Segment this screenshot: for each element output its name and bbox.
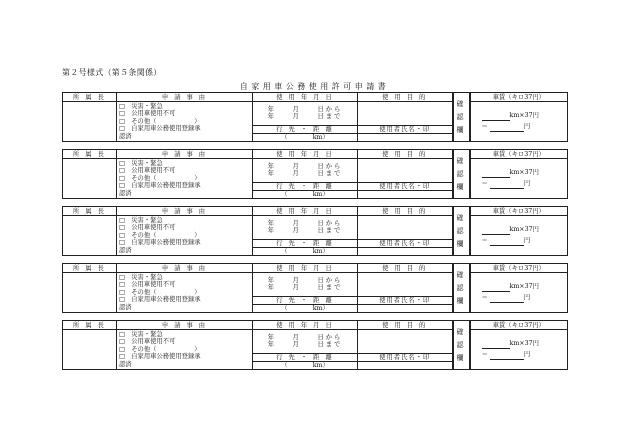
user-label: 使用者氏名・印	[358, 296, 453, 304]
fare-header: 車賃（キロ37円）	[470, 150, 568, 159]
fare-yen: 円	[523, 123, 531, 130]
user-label: 使用者氏名・印	[358, 125, 453, 133]
period-header: 使 用 年 月 日	[253, 264, 358, 273]
approval-column: 確 認 欄	[453, 321, 470, 370]
reason-official-car-checkbox[interactable]: □ 公用車使用不可	[119, 281, 176, 289]
purpose-cell[interactable]	[358, 273, 453, 297]
fare-blank[interactable]	[490, 124, 524, 132]
route-label: 行 先 ・ 距 離	[253, 239, 358, 247]
fare-yen: 円	[523, 294, 531, 301]
purpose-cell[interactable]	[358, 216, 453, 240]
period-from: 年 月 日から	[267, 219, 343, 227]
form-title: 自家用車公務使用許可申請書	[239, 82, 390, 91]
fare-yen: 円	[523, 180, 531, 187]
route-km[interactable]: （ km）	[253, 133, 358, 141]
period-cell[interactable]	[253, 216, 358, 240]
fare-cell	[470, 216, 568, 256]
route-label: 行 先 ・ 距 離	[253, 296, 358, 304]
reason-registered-checkbox[interactable]: □ 自家用車公務使用登録承	[119, 182, 201, 190]
route-label: 行 先 ・ 距 離	[253, 182, 358, 190]
user-label: 使用者氏名・印	[358, 239, 453, 247]
fare-calc: km×37円	[509, 340, 539, 347]
reason-disaster-checkbox[interactable]: □ 災害・緊急	[119, 274, 163, 281]
reason-registered-line2: 認済	[119, 303, 132, 311]
purpose-cell[interactable]	[358, 102, 453, 126]
form-number-caption: 第２号様式（第５条関係）	[62, 68, 162, 77]
fare-header: 車賃（キロ37円）	[470, 207, 568, 216]
purpose-header: 使 用 目 的	[358, 207, 453, 216]
route-km[interactable]: （ km）	[253, 190, 358, 198]
km-blank[interactable]	[482, 227, 510, 235]
reason-official-car-checkbox[interactable]: □ 公用車使用不可	[119, 338, 176, 346]
route-km[interactable]: （ km）	[253, 247, 358, 255]
reason-other-checkbox[interactable]: □ その他（ ）	[119, 231, 201, 239]
user-signature-cell[interactable]	[358, 133, 453, 141]
fare-blank[interactable]	[490, 352, 524, 360]
km-blank[interactable]	[482, 113, 510, 121]
department-cell[interactable]	[63, 102, 117, 142]
fare-header: 車賃（キロ37円）	[470, 93, 568, 102]
fare-equals: ＝	[481, 180, 488, 187]
km-blank[interactable]	[482, 170, 510, 178]
reason-registered-line2: 認済	[119, 189, 132, 197]
application-block	[62, 92, 567, 140]
approval-column: 確 認 欄	[453, 93, 470, 142]
application-block	[62, 149, 567, 197]
period-cell[interactable]	[253, 273, 358, 297]
reason-disaster-checkbox[interactable]: □ 災害・緊急	[119, 331, 163, 338]
period-header: 使 用 年 月 日	[253, 207, 358, 216]
route-label: 行 先 ・ 距 離	[253, 125, 358, 133]
user-signature-cell[interactable]	[358, 247, 453, 255]
department-cell[interactable]	[63, 159, 117, 199]
reason-registered-checkbox[interactable]: □ 自家用車公務使用登録承	[119, 296, 201, 304]
km-blank[interactable]	[482, 284, 510, 292]
application-blocks	[62, 92, 567, 377]
reason-other-checkbox[interactable]: □ その他（ ）	[119, 288, 201, 296]
reason-other-checkbox[interactable]: □ その他（ ）	[119, 174, 201, 182]
reason-cell	[117, 330, 253, 370]
period-from: 年 月 日から	[267, 333, 343, 341]
reason-disaster-checkbox[interactable]: □ 災害・緊急	[119, 217, 163, 224]
route-km[interactable]: （ km）	[253, 304, 358, 312]
period-cell[interactable]	[253, 159, 358, 183]
fare-equals: ＝	[481, 351, 488, 358]
application-block	[62, 320, 567, 368]
fare-cell	[470, 273, 568, 313]
reason-registered-line2: 認済	[119, 246, 132, 254]
period-from: 年 月 日から	[267, 105, 343, 113]
reason-official-car-checkbox[interactable]: □ 公用車使用不可	[119, 167, 176, 175]
approval-column: 確 認 欄	[453, 207, 470, 256]
period-to: 年 月 日まで	[267, 113, 343, 121]
application-block	[62, 263, 567, 311]
route-km[interactable]: （ km）	[253, 361, 358, 369]
reason-disaster-checkbox[interactable]: □ 災害・緊急	[119, 160, 163, 167]
fare-cell	[470, 330, 568, 370]
user-signature-cell[interactable]	[358, 304, 453, 312]
purpose-header: 使 用 目 的	[358, 150, 453, 159]
fare-calc: km×37円	[509, 226, 539, 233]
department-header: 所 属 長	[63, 207, 117, 216]
reason-header: 申 請 事 由	[117, 93, 253, 102]
approval-column: 確 認 欄	[453, 150, 470, 199]
period-to: 年 月 日まで	[267, 170, 343, 178]
fare-equals: ＝	[481, 294, 488, 301]
reason-cell	[117, 273, 253, 313]
department-header: 所 属 長	[63, 93, 117, 102]
reason-registered-checkbox[interactable]: □ 自家用車公務使用登録承	[119, 353, 201, 361]
reason-disaster-checkbox[interactable]: □ 災害・緊急	[119, 103, 163, 110]
approval-column: 確 認 欄	[453, 264, 470, 313]
fare-equals: ＝	[481, 237, 488, 244]
reason-header: 申 請 事 由	[117, 207, 253, 216]
period-header: 使 用 年 月 日	[253, 93, 358, 102]
reason-other-checkbox[interactable]: □ その他（ ）	[119, 117, 201, 125]
reason-cell	[117, 102, 253, 142]
fare-cell	[470, 102, 568, 142]
route-label: 行 先 ・ 距 離	[253, 353, 358, 361]
reason-cell	[117, 159, 253, 199]
purpose-header: 使 用 目 的	[358, 321, 453, 330]
user-label: 使用者氏名・印	[358, 182, 453, 190]
period-to: 年 月 日まで	[267, 227, 343, 235]
km-blank[interactable]	[482, 341, 510, 349]
reason-registered-checkbox[interactable]: □ 自家用車公務使用登録承	[119, 239, 201, 247]
fare-blank[interactable]	[490, 295, 524, 303]
period-cell[interactable]	[253, 330, 358, 354]
department-header: 所 属 長	[63, 321, 117, 330]
reason-official-car-checkbox[interactable]: □ 公用車使用不可	[119, 224, 176, 232]
department-header: 所 属 長	[63, 150, 117, 159]
period-from: 年 月 日から	[267, 162, 343, 170]
reason-header: 申 請 事 由	[117, 150, 253, 159]
fare-blank[interactable]	[490, 181, 524, 189]
reason-header: 申 請 事 由	[117, 264, 253, 273]
period-to: 年 月 日まで	[267, 284, 343, 292]
period-cell[interactable]	[253, 102, 358, 126]
fare-header: 車賃（キロ37円）	[470, 321, 568, 330]
purpose-cell[interactable]	[358, 330, 453, 354]
fare-calc: km×37円	[509, 112, 539, 119]
fare-equals: ＝	[481, 123, 488, 130]
fare-blank[interactable]	[490, 238, 524, 246]
department-header: 所 属 長	[63, 264, 117, 273]
purpose-header: 使 用 目 的	[358, 264, 453, 273]
fare-yen: 円	[523, 351, 531, 358]
user-signature-cell[interactable]	[358, 190, 453, 198]
period-from: 年 月 日から	[267, 276, 343, 284]
fare-header: 車賃（キロ37円）	[470, 264, 568, 273]
reason-official-car-checkbox[interactable]: □ 公用車使用不可	[119, 110, 176, 118]
reason-registered-checkbox[interactable]: □ 自家用車公務使用登録承	[119, 125, 201, 133]
application-block	[62, 206, 567, 254]
department-cell[interactable]	[63, 216, 117, 256]
reason-cell	[117, 216, 253, 256]
reason-registered-line2: 認済	[119, 360, 132, 368]
fare-calc: km×37円	[509, 169, 539, 176]
fare-cell	[470, 159, 568, 199]
period-header: 使 用 年 月 日	[253, 321, 358, 330]
fare-yen: 円	[523, 237, 531, 244]
reason-other-checkbox[interactable]: □ その他（ ）	[119, 345, 201, 353]
purpose-cell[interactable]	[358, 159, 453, 183]
user-label: 使用者氏名・印	[358, 353, 453, 361]
department-cell[interactable]	[63, 330, 117, 370]
department-cell[interactable]	[63, 273, 117, 313]
user-signature-cell[interactable]	[358, 361, 453, 369]
period-to: 年 月 日まで	[267, 341, 343, 349]
reason-registered-line2: 認済	[119, 132, 132, 140]
fare-calc: km×37円	[509, 283, 539, 290]
period-header: 使 用 年 月 日	[253, 150, 358, 159]
reason-header: 申 請 事 由	[117, 321, 253, 330]
purpose-header: 使 用 目 的	[358, 93, 453, 102]
